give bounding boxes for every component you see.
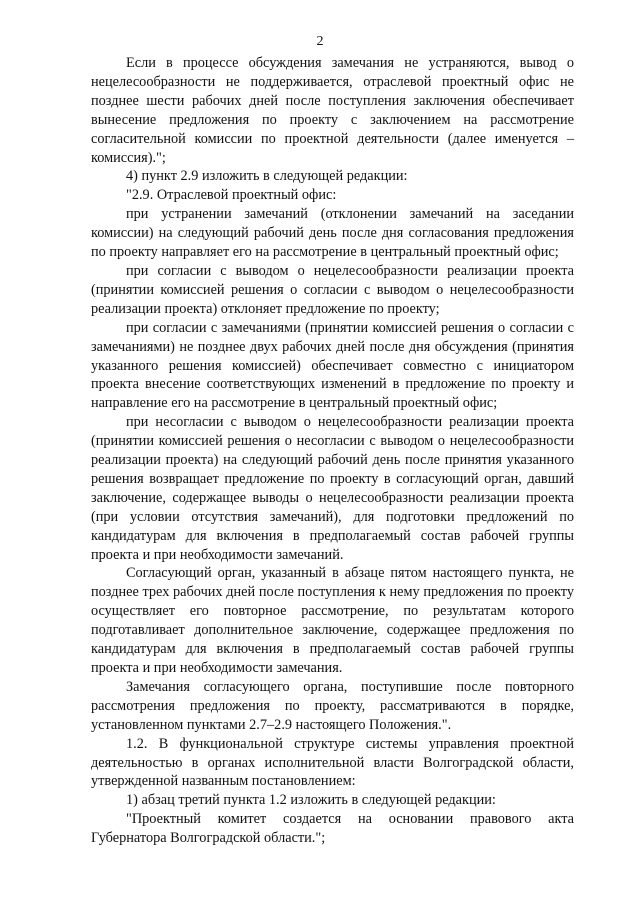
document-body (91, 54, 574, 848)
paragraph-9: Замечания согласующего органа, поступившие после повторного рассмотрения предложения по проекту, рассматриваются в порядке, установленном пунктами 2.7–2.9 настоящего Положения.". (91, 678, 574, 733)
paragraph-4: при устранении замечаний (отклонении замечаний на заседании комиссии) на следующий рабочий день после дня согласования предложения по проекту направляет его на рассмотрение в центральный проектный офис; (91, 206, 574, 261)
paragraph-2: 4) пункт 2.9 изложить в следующей редакции: (126, 168, 408, 185)
paragraph-6: при согласии с замечаниями (принятии комиссией решения о согласии с замечаниями) не позднее двух рабочих дней после дня обсуждения (принятия указанного решения комиссией) обеспечивает совместно с инициатором проекта внесение соответствующих изменений в предложение по проекту и направление его на рассмотрение в центральный проектный офис; (91, 319, 574, 412)
paragraph-8: Согласующий орган, указанный в абзаце пятом настоящего пункта, не позднее трех рабочих дней после поступления к нему предложения по проекту осуществляет его повторное рассмотрение, по результатам которого подготавливает дополнительное заключение, содержащее предложения по кандидатурам для включения в предполагаемый состав рабочей группы проекта и при необходимости замечания. (91, 565, 574, 676)
paragraph-3: "2.9. Отраслевой проектный офис: (126, 187, 337, 204)
paragraph-1: Если в процессе обсуждения замечания не устраняются, вывод о нецелесообразности не поддерживается, отраслевой проектный офис не позднее шести рабочих дней после поступления заключения обеспечивает вынесение предложения по проекту с заключением на рассмотрение согласительной комиссии по проектной деятельности (далее именуется – комиссия)."; (91, 55, 574, 166)
page-number: 2 (316, 34, 324, 49)
paragraph-7: при несогласии с выводом о нецелесообразности реализации проекта (принятии комиссией решения о несогласии с выводом о нецелесообразности реализации проекта) на следующий рабочий день после принятия указанного решения возвращает предложение по проекту в согласующий орган, давший заключение, содержащее выводы о нецелесообразности реализации проекта (при условии отсутствия замечаний), для подготовки предложений по кандидатурам для включения в предполагаемый состав рабочей группы проекта и при необходимости замечаний. (91, 414, 574, 563)
paragraph-12: "Проектный комитет создается на основании правового акта Губернатора Волгоградской области."; (91, 811, 574, 847)
paragraph-11: 1) абзац третий пункта 1.2 изложить в следующей редакции: (126, 792, 496, 809)
paragraph-10: 1.2. В функциональной структуре системы управления проектной деятельностью в органах исполнительной власти Волгоградской области, утвержденной названным постановлением: (91, 735, 574, 790)
paragraph-5: при согласии с выводом о нецелесообразности реализации проекта (принятии комиссией решения о согласии с выводом о нецелесообразности реализации проекта) отклоняет предложение по проекту; (91, 262, 574, 317)
